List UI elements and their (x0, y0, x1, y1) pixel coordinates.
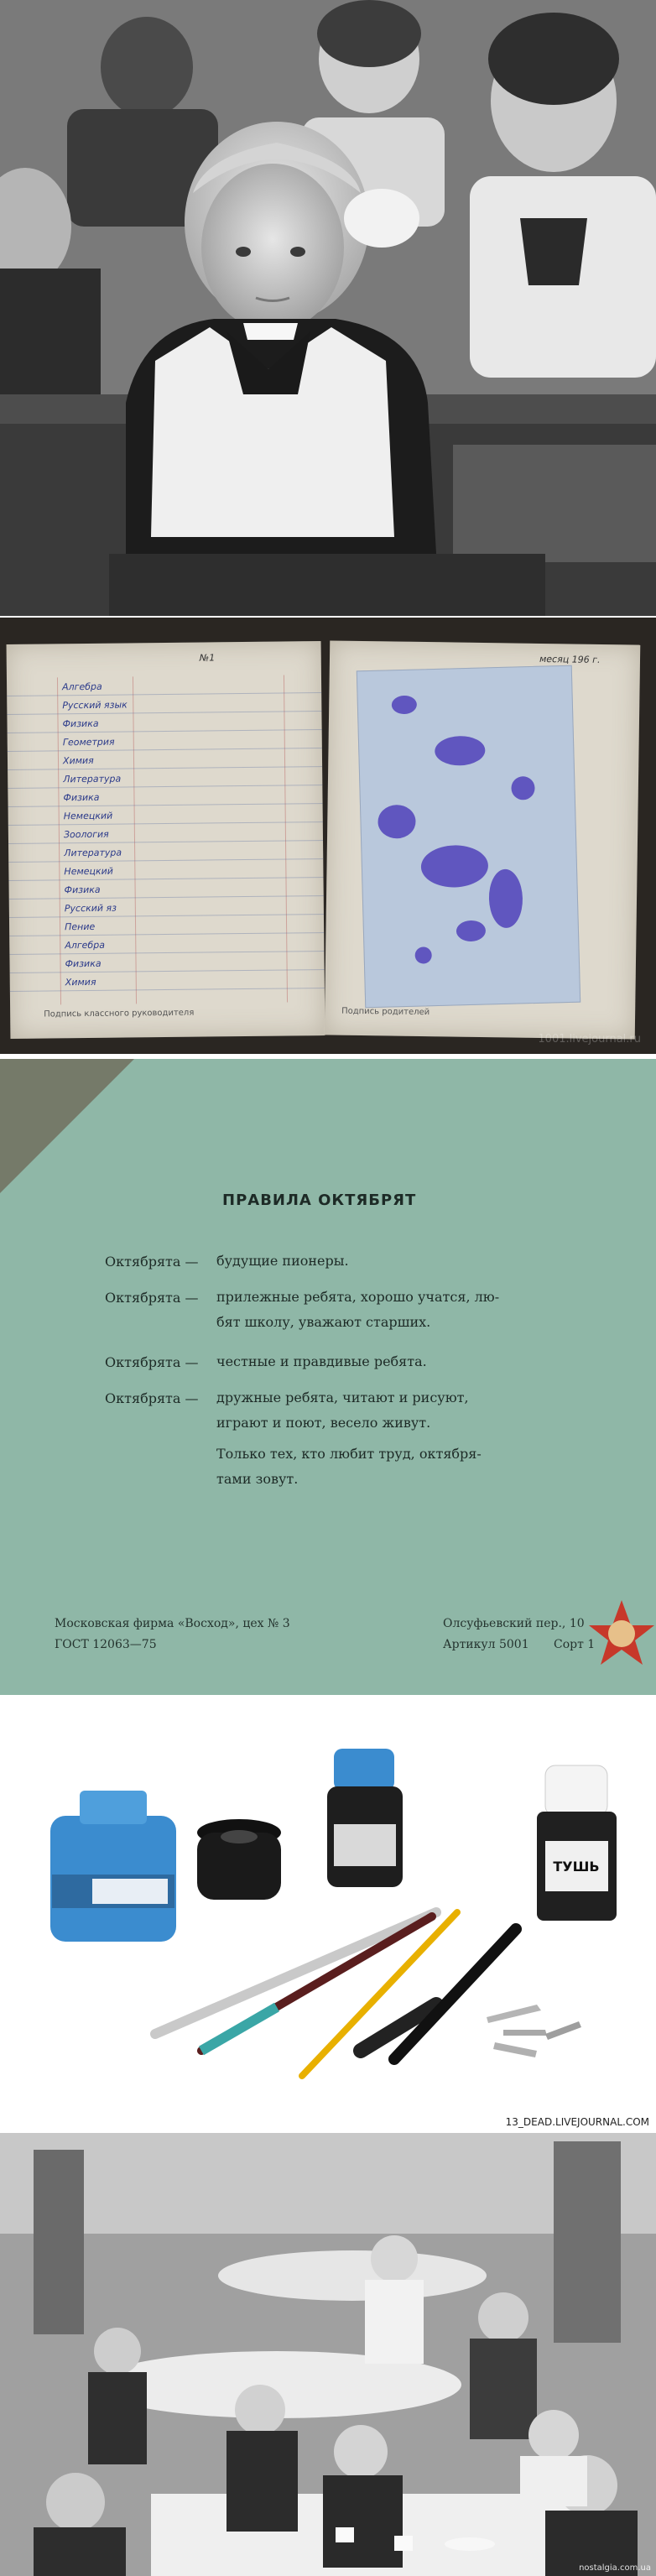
diary-subject: Физика (63, 791, 100, 804)
diary-row-line (8, 821, 323, 826)
ink-blot (414, 946, 432, 964)
diary-header-right: месяц 196 г. (539, 653, 601, 665)
diary-subject: Физика (64, 884, 101, 896)
page-corner-shadow (0, 1059, 134, 1193)
diary-subject: Химия (62, 754, 94, 767)
diary-subject: Геометрия (62, 736, 115, 748)
diary-row-line (9, 914, 324, 918)
diary-header-left: №1 (199, 652, 216, 664)
classroom-illustration (0, 0, 656, 616)
diary-subject: Химия (65, 976, 96, 988)
diary-subject: Немецкий (63, 810, 113, 822)
ink-blot (420, 844, 488, 888)
diary-row-line (8, 785, 322, 789)
ink-blot (392, 696, 418, 715)
diary-subject: Пение (65, 920, 96, 933)
diary-left-page (7, 641, 325, 1039)
diary-subject: Зоология (63, 828, 109, 841)
diary-row-line (8, 858, 323, 863)
diary-subject: Физика (62, 717, 99, 730)
rule-final: тами зовут. (216, 1471, 299, 1487)
footer-sort: Сорт 1 (554, 1638, 596, 1651)
footer-gost: ГОСТ 12063—75 (55, 1638, 157, 1651)
diary-subject: Алгебра (62, 681, 102, 693)
diary-row-line (10, 969, 325, 973)
diary-footer-right: Подпись родителей (341, 1006, 430, 1018)
ink-blot (456, 920, 487, 942)
diary-row-line (9, 951, 324, 955)
rule-label: Октябрята — (105, 1254, 199, 1270)
diary-subject: Русский язык (62, 699, 128, 712)
diary-row-line (7, 711, 321, 715)
diary-row-line (8, 803, 323, 807)
bottle-label: ТУШЬ (553, 1859, 600, 1875)
diary-row-line (10, 988, 325, 992)
ink-and-pens-photo (0, 1698, 656, 2131)
diary-row-line (8, 748, 322, 752)
canteen-watermark: nostalgia.com.ua (579, 2563, 651, 2573)
blotting-paper (357, 665, 581, 1009)
diary-subject: Литература (63, 773, 122, 785)
footer-article: Артикул 5001 (443, 1638, 529, 1651)
diary-column-line (133, 676, 137, 1004)
ink-pens-illustration (0, 1698, 656, 2131)
octobrist-badge-icon (587, 1596, 656, 1671)
diary-subject: Литература (64, 847, 122, 859)
diary-subject: Немецкий (64, 865, 114, 878)
photo-credit: 13_DEAD.LIVEJOURNAL.COM (505, 2116, 649, 2128)
ink-blot (435, 735, 486, 766)
rule-text: честные и правдивые ребята. (216, 1353, 427, 1369)
footer-firm: Московская фирма «Восход», цех № 3 (55, 1617, 290, 1630)
diary-subject: Физика (65, 957, 102, 970)
octobrist-rules-page (0, 1059, 656, 1695)
classroom-photo (0, 0, 656, 616)
rule-label: Октябрята — (105, 1390, 199, 1406)
rule-text: прилежные ребята, хорошо учатся, лю- (216, 1289, 500, 1305)
school-diary-photo (0, 618, 656, 1054)
diary-watermark: 1001.livejournal.ru (538, 1033, 641, 1046)
rule-text: дружные ребята, читают и рисуют, (216, 1390, 469, 1405)
rule-text: играют и поют, весело живут. (216, 1415, 431, 1431)
rule-label: Октябрята — (105, 1354, 199, 1370)
rule-text: будущие пионеры. (216, 1253, 349, 1269)
ink-blot (511, 776, 535, 800)
ink-blot (377, 805, 416, 839)
diary-subject: Алгебра (65, 939, 105, 952)
diary-margin-line (57, 677, 61, 1004)
diary-footer-left: Подпись классного руководителя (44, 1008, 195, 1019)
rule-final: Только тех, кто любит труд, октября- (216, 1446, 482, 1462)
canteen-illustration (0, 2133, 656, 2576)
diary-row-line (7, 692, 321, 696)
footer-address: Олсуфьевский пер., 10 (443, 1617, 585, 1630)
diary-row-line (8, 840, 323, 844)
diary-column-line (284, 675, 288, 1003)
diary-row-line (8, 766, 322, 770)
ink-blot (488, 868, 523, 928)
diary-row-line (8, 729, 322, 733)
diary-row-line (9, 932, 324, 936)
canteen-photo (0, 2133, 656, 2576)
diary-subject: Русский яз (64, 902, 117, 915)
diary-row-line (9, 895, 324, 900)
rules-title: ПРАВИЛА ОКТЯБРЯТ (222, 1192, 417, 1209)
rule-text: бят школу, уважают старших. (216, 1314, 431, 1330)
rule-label: Октябрята — (105, 1290, 199, 1306)
diary-row-line (8, 877, 323, 881)
